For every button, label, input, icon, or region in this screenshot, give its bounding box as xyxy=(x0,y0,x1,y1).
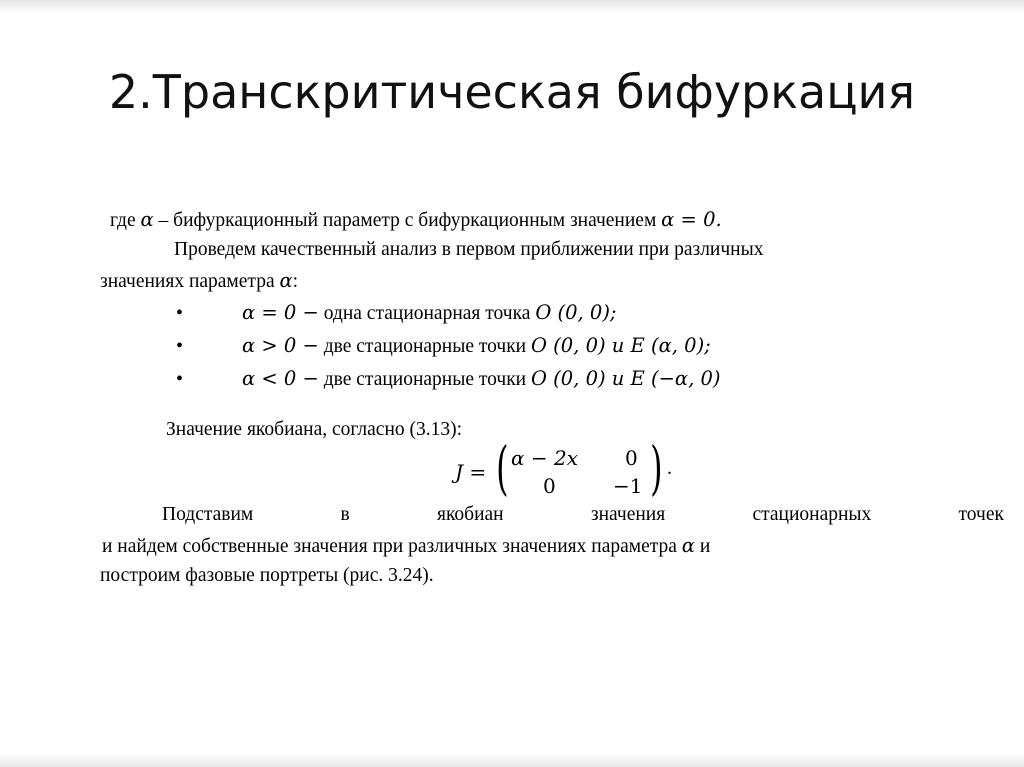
jacobian-lhs: J = xyxy=(455,460,487,484)
left-paren: ( xyxy=(496,434,509,502)
bifurcation-value: α = 0. xyxy=(661,208,722,231)
matrix-a12: 0 xyxy=(625,446,638,470)
para-substitute-line3: построим фазовые портреты (рис. 3.24). xyxy=(100,565,434,586)
top-edge-shadow xyxy=(0,0,1024,14)
right-paren: ) xyxy=(650,434,663,502)
bullet-glyph: • xyxy=(176,368,184,390)
bullet-item-2 xyxy=(242,330,711,362)
bullet-condition: α > 0 − xyxy=(242,334,319,357)
alpha-symbol: α xyxy=(140,208,154,231)
matrix-period: . xyxy=(667,457,672,479)
jacobian-intro: Значение якобиана, согласно (3.13): xyxy=(166,419,463,440)
matrix-a21: 0 xyxy=(543,474,556,498)
para-definition-prefix: где xyxy=(110,210,136,231)
word: точек xyxy=(958,504,1004,525)
bullet-item-3 xyxy=(242,363,721,395)
para-substitute-suffix: и xyxy=(694,536,711,557)
para-analysis-prefix: значениях параметра xyxy=(100,271,280,292)
para-substitute-line1 xyxy=(162,499,1004,530)
word: значения xyxy=(590,504,666,525)
para-analysis-line1: Проведем качественный анализ в первом приближении при различных xyxy=(174,239,764,260)
bullet-points: O (0, 0) и E (α, 0); xyxy=(530,334,711,357)
bullet-glyph: • xyxy=(176,335,184,357)
alpha-symbol: α xyxy=(681,534,695,557)
para-definition xyxy=(110,204,722,236)
bullet-points: O (0, 0) и E (−α, 0) xyxy=(530,367,721,390)
para-substitute-line2 xyxy=(102,530,710,562)
matrix-a22: −1 xyxy=(613,474,643,498)
jacobian-matrix xyxy=(455,434,685,502)
word: Подставим xyxy=(162,504,254,525)
para-definition-text: – бифуркационный параметр с бифуркационным значением xyxy=(153,210,662,231)
word: в xyxy=(340,504,350,525)
word: стационарных xyxy=(752,504,872,525)
bullet-condition: α = 0 − xyxy=(242,301,319,324)
bottom-edge-shadow xyxy=(0,753,1024,767)
bullet-condition: α < 0 − xyxy=(242,367,319,390)
bullet-text: две стационарные точки xyxy=(318,336,531,357)
bullet-text: одна стационарная точка xyxy=(318,303,536,324)
bullet-text: две стационарные точки xyxy=(318,369,531,390)
word: якобиан xyxy=(436,504,504,525)
bullet-points: O (0, 0); xyxy=(535,301,617,324)
para-substitute-text: и найдем собственные значения при различных значениях параметра xyxy=(102,536,682,557)
matrix-a11: α − 2x xyxy=(511,446,578,470)
slide-title: 2.Транскритическая бифуркация xyxy=(108,65,916,119)
bullet-glyph: • xyxy=(176,302,184,324)
para-analysis-suffix: : xyxy=(292,271,299,292)
para-analysis-line2 xyxy=(100,265,298,297)
alpha-symbol: α xyxy=(279,269,293,292)
bullet-item-1 xyxy=(242,297,617,329)
